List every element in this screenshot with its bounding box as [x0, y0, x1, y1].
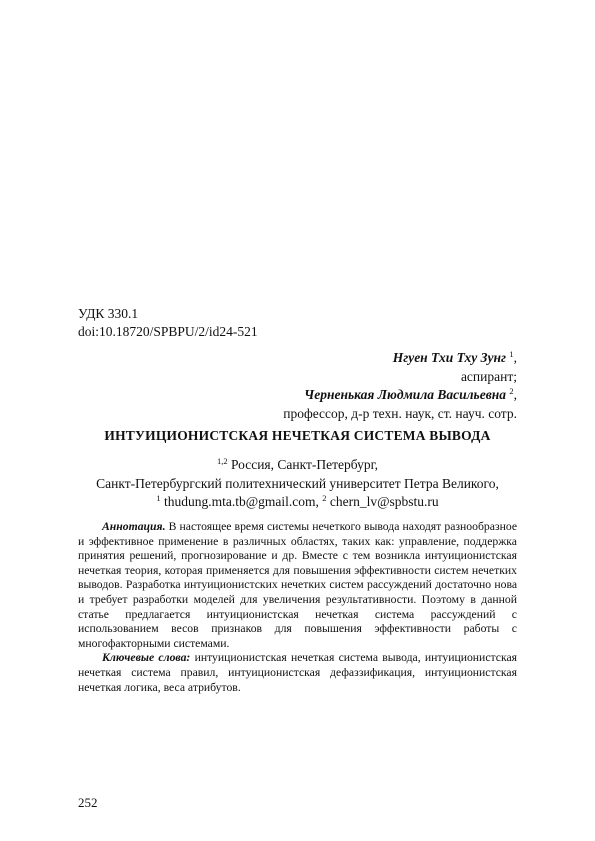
authors-block — [283, 349, 517, 423]
doi: doi:10.18720/SPBPU/2/id24-521 — [78, 324, 258, 339]
author-2-suffix: , — [513, 387, 517, 402]
author-1-position: аспирант; — [460, 368, 517, 384]
paper-title: ИНТУИЦИОНИСТСКАЯ НЕЧЕТКАЯ СИСТЕМА ВЫВОДА — [104, 428, 491, 443]
author-1-line — [283, 349, 517, 368]
email-1: thudung.mta.tb@gmail.com, — [163, 494, 319, 509]
author-2-position: профессор, д-р техн. наук, ст. науч. сотр. — [283, 405, 517, 421]
email-1-sup: 1 — [156, 493, 161, 503]
affiliation-location: Россия, Санкт-Петербург, — [230, 457, 379, 472]
abstract-section — [78, 520, 517, 695]
keywords-text: интуиционистская нечеткая система вывода, интуиционистская нечеткая система правил, интуиционистская дефаззификация, интуиционистская нечеткая логика, веса атрибутов. — [78, 651, 518, 694]
author-1-sup: 1 — [509, 349, 514, 359]
affiliation-emails — [60, 493, 535, 512]
keywords-label: Ключевые слова: — [102, 651, 191, 665]
affiliation-location-line — [60, 456, 535, 475]
author-2-sup: 2 — [509, 386, 514, 396]
udk-code: УДК 330.1 — [78, 306, 139, 321]
abstract-text: В настоящее время системы нечеткого вывода находят разнообразное и эффективное применение в различных областях, таких как: управление, поддержка принятия решений, прогнозирование и др. Вместе с тем возникла интуиционистская нечеткая теория, которая применяется для повышения эффективности систем нечетких выводов. Разработка интуиционистских нечетких систем рассуждений достаточно нова и требует разработки моделей для увеличения результативности. Поэтому в данной статье предлагается интуиционистская нечеткая система рассуждений с использованием весов признаков для повышения эффективности работы с многофакторными системами. — [78, 520, 518, 650]
abstract-label: Аннотация. — [102, 520, 166, 533]
affiliation-university: Санкт-Петербургский политехнический университет Петра Великого, — [96, 475, 499, 491]
email-2-sup: 2 — [322, 493, 327, 503]
affiliation-block — [60, 456, 535, 512]
page-number: 252 — [78, 795, 98, 810]
author-1-name: Нгуен Тхи Тху Зунг — [392, 350, 506, 365]
author-2-line — [283, 386, 517, 405]
author-2-name: Черненькая Людмила Васильевна — [304, 387, 506, 402]
affiliation-sup: 1,2 — [216, 456, 228, 466]
keywords-paragraph — [78, 651, 517, 695]
author-1-suffix: , — [513, 350, 517, 365]
udk-block — [78, 305, 258, 341]
email-2: chern_lv@spbstu.ru — [329, 494, 439, 509]
abstract-paragraph — [78, 520, 517, 651]
